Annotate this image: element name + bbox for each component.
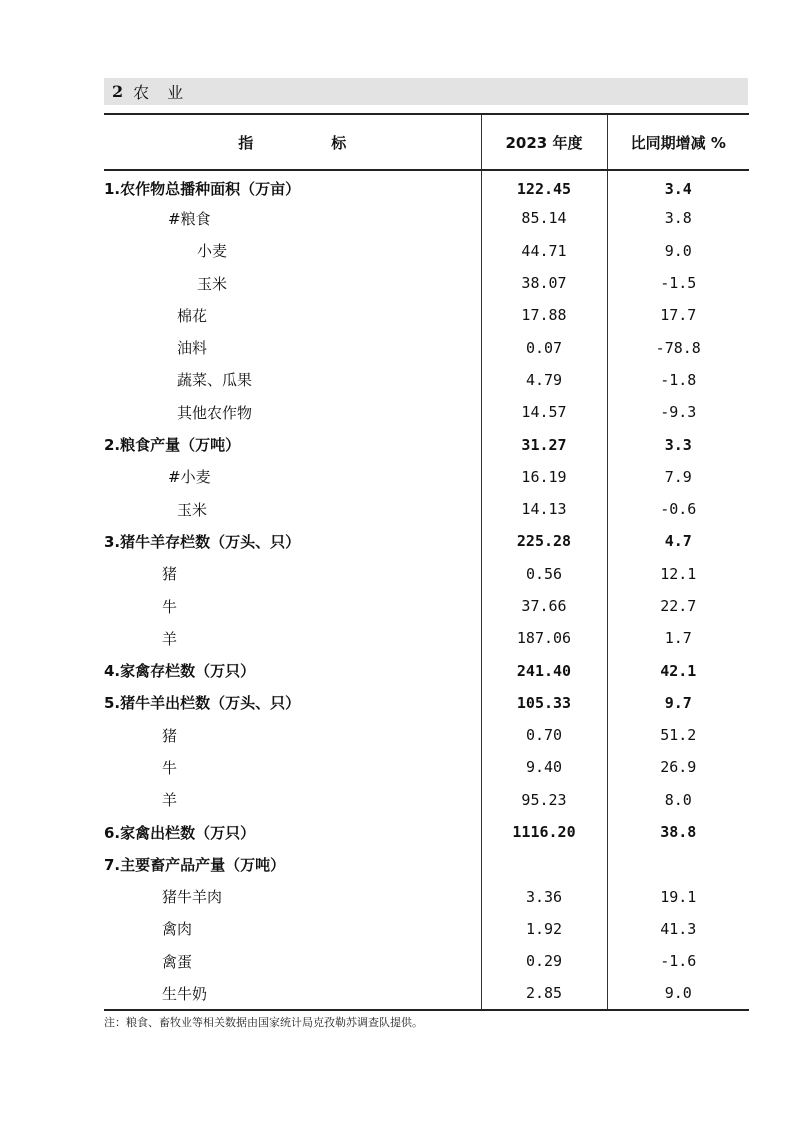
row-label: 禽肉 [162,920,193,939]
row-label: 油料 [177,339,208,358]
row-value-2023: 95.23 [481,784,607,816]
row-change-percent: -78.8 [607,331,749,363]
row-change-percent: 7.9 [607,461,749,493]
table-row [104,881,749,913]
row-change-percent: -1.5 [607,267,749,299]
table-body [104,170,749,1010]
row-label: 4.家禽存栏数（万只） [104,662,256,681]
row-change-percent: -0.6 [607,493,749,525]
row-label: 猪牛羊肉 [162,888,223,907]
row-change-percent: -9.3 [607,396,749,428]
row-label: 5.猪牛羊出栏数（万头、只） [104,694,301,713]
table-row [104,590,749,622]
row-label: 其他农作物 [177,403,253,422]
row-label: 牛 [162,758,178,777]
header-indicator-b: 标 [331,133,347,152]
row-label: 羊 [162,629,178,648]
row-label: 7.主要畜产品产量（万吨） [104,855,286,874]
row-value-2023: 225.28 [481,525,607,557]
row-value-2023: 44.71 [481,235,607,267]
table-row [104,945,749,977]
row-change-percent: 8.0 [607,784,749,816]
section-header [104,78,748,105]
row-value-2023: 0.56 [481,558,607,590]
row-change-percent: 22.7 [607,590,749,622]
row-value-2023: 2.85 [481,977,607,1009]
header-indicator [104,114,481,170]
row-label: 蔬菜、瓜果 [177,371,253,390]
row-value-2023: 9.40 [481,751,607,783]
row-label: 玉米 [177,500,208,519]
row-label: 生牛奶 [104,977,481,1009]
table-row [104,396,749,428]
row-change-percent: 51.2 [607,719,749,751]
table-row [104,784,749,816]
row-label: 6.家禽出栏数（万只） [104,823,256,842]
row-value-2023: 122.45 [481,170,607,202]
row-change-percent: 19.1 [607,881,749,913]
row-value-2023: 37.66 [481,590,607,622]
table-row [104,525,749,557]
row-change-percent: 17.7 [607,299,749,331]
row-label: 玉米 [197,274,228,293]
row-change-percent: 38.8 [607,816,749,848]
row-value-2023: 241.40 [481,654,607,686]
row-change-percent: 26.9 [607,751,749,783]
table-row [104,493,749,525]
table-row [104,622,749,654]
section-number: 2 [112,82,124,101]
row-label: 禽蛋 [162,952,193,971]
table-row [104,913,749,945]
table-row [104,977,749,1009]
row-value-2023: 38.07 [481,267,607,299]
table-row [104,816,749,848]
row-value-2023: 0.29 [481,945,607,977]
row-value-2023 [481,848,607,880]
row-change-percent [607,848,749,880]
row-change-percent: 3.8 [607,202,749,234]
row-label: 猪 [162,726,178,745]
row-value-2023: 105.33 [481,687,607,719]
table-row [104,428,749,460]
row-value-2023: 1116.20 [481,816,607,848]
row-change-percent: 1.7 [607,622,749,654]
table-header-row [104,114,749,170]
table-row [104,848,749,880]
row-change-percent: 9.7 [607,687,749,719]
row-label: 羊 [162,791,178,810]
section-title: 农业 [133,83,202,102]
row-change-percent: 42.1 [607,654,749,686]
row-change-percent: 3.4 [607,170,749,202]
table-row [104,170,749,202]
row-label: 棉花 [177,306,208,325]
table-row [104,299,749,331]
row-label: #粮食 [168,209,211,228]
table-row [104,202,749,234]
row-label: 1.农作物总播种面积（万亩） [104,180,301,199]
row-change-percent: -1.6 [607,945,749,977]
header-change: 比同期增减 % [607,114,749,170]
row-value-2023: 85.14 [481,202,607,234]
footnote: 注：粮食、畜牧业等相关数据由国家统计局克孜勒苏调查队提供。 [104,1016,423,1029]
table-row [104,558,749,590]
table-row [104,364,749,396]
table-row [104,687,749,719]
row-value-2023: 14.57 [481,396,607,428]
row-value-2023: 16.19 [481,461,607,493]
agriculture-table [104,113,749,1011]
table-row [104,331,749,363]
row-value-2023: 1.92 [481,913,607,945]
row-change-percent: 9.0 [607,977,749,1009]
row-value-2023: 17.88 [481,299,607,331]
table-row [104,751,749,783]
row-value-2023: 3.36 [481,881,607,913]
table-row [104,235,749,267]
table-row [104,719,749,751]
row-label: 2.粮食产量（万吨） [104,436,241,455]
table-row [104,654,749,686]
table-row [104,461,749,493]
row-label: 牛 [162,597,178,616]
row-change-percent: 4.7 [607,525,749,557]
row-change-percent: 3.3 [607,428,749,460]
row-value-2023: 14.13 [481,493,607,525]
row-value-2023: 4.79 [481,364,607,396]
row-label: 3.猪牛羊存栏数（万头、只） [104,532,301,551]
row-label: 小麦 [197,242,228,261]
header-indicator-a: 指 [238,133,254,152]
row-change-percent: 9.0 [607,235,749,267]
header-year: 2023 年度 [481,114,607,170]
row-value-2023: 0.70 [481,719,607,751]
row-label: #小麦 [168,468,211,487]
row-value-2023: 0.07 [481,331,607,363]
table-row [104,267,749,299]
row-value-2023: 31.27 [481,428,607,460]
row-change-percent: 12.1 [607,558,749,590]
row-change-percent: 41.3 [607,913,749,945]
row-change-percent: -1.8 [607,364,749,396]
row-label: 猪 [162,565,178,584]
row-value-2023: 187.06 [481,622,607,654]
